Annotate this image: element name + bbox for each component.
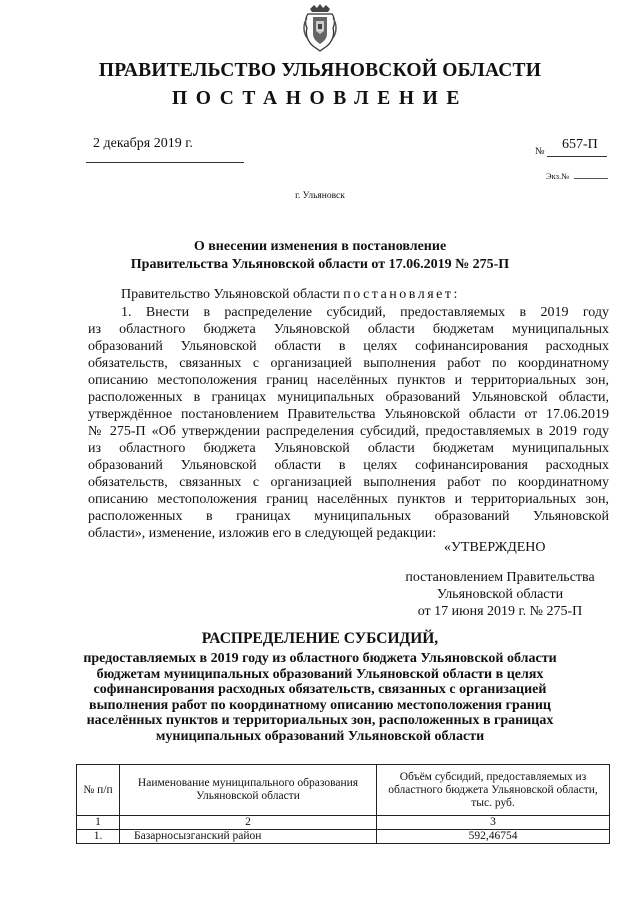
copy-number-underline: [574, 178, 608, 179]
column-number-cell: 2: [120, 816, 377, 830]
table-row: [77, 830, 610, 844]
document-number: 657-П: [562, 137, 598, 152]
body-line: утверждённое постановлением Правительства Ульяновской области от 17.06.2019: [88, 407, 609, 422]
body-line: описанию местоположения границ населённых пунктов и территориальных зон,: [88, 492, 609, 507]
row-amount-cell: 592,46754: [377, 830, 610, 844]
number-underline: [547, 156, 607, 157]
distribution-line: выполнения работ по координатному описанию местоположения границ: [89, 697, 551, 713]
body-line: обязательств, связанных с организацией выполнения работ по координатному: [88, 475, 609, 490]
intro-prefix: Правительство Ульяновской области: [121, 287, 340, 302]
document-date: 2 декабря 2019 г.: [93, 136, 193, 151]
distribution-line: софинансирования расходных обязательств, связанных с организацией: [93, 682, 547, 698]
body-line: из областного бюджета Ульяновской области бюджетам муниципальных: [88, 322, 609, 337]
subsidy-table: [76, 764, 610, 844]
body-line: № 275-П «Об утверждении распределения субсидий, предоставляемых в 2019 году: [88, 424, 609, 439]
distribution-line: муниципальных образований Ульяновской области: [155, 728, 485, 744]
number-label: №: [535, 146, 545, 157]
coat-of-arms-emblem: [303, 4, 337, 52]
row-name-cell: Базарносызганский район: [120, 830, 377, 844]
body-line: описанию местоположения границ населённых пунктов и территориальных зон,: [88, 373, 609, 388]
distribution-subtitle: [0, 651, 640, 745]
body-line: расположенных в границах муниципальных образований Ульяновской области,: [88, 390, 609, 405]
column-number-cell: 1: [77, 816, 120, 830]
body-line: обязательств, связанных с организацией выполнения работ по координатному: [88, 356, 609, 371]
body-line: образований Ульяновской области в целях софинансирования расходных: [88, 458, 609, 473]
body-line: из областного бюджета Ульяновской области бюджетам муниципальных: [88, 441, 609, 456]
header-cell-amount: Объём субсидий, предоставляемых из областного бюджета Ульяновской области, тыс. руб.: [377, 765, 610, 816]
city-label: г. Ульяновск: [295, 191, 345, 201]
column-number-row: [77, 816, 610, 830]
body-line: 1. Внести в распределение субсидий, предоставляемых в 2019 году: [121, 305, 609, 320]
document-type-heading: ПОСТАНОВЛЕНИЕ: [171, 88, 469, 109]
table-header-row: [77, 765, 610, 816]
distribution-line: населённых пунктов и территориальных зон, расположенных в границах: [86, 713, 554, 729]
approval-line-3: от 17 июня 2019 г. № 275-П: [417, 604, 583, 619]
date-underline: [86, 162, 244, 163]
approval-line-2: Ульяновской области: [436, 587, 564, 602]
row-number-cell: 1.: [77, 830, 120, 844]
intro-sentence: [121, 287, 460, 303]
distribution-line: предоставляемых в 2019 году из областного бюджета Ульяновской области: [83, 651, 557, 666]
header-cell-number: № п/п: [77, 765, 120, 816]
approval-word: «УТВЕРЖДЕНО: [444, 540, 546, 555]
document-title-line-2: Правительства Ульяновской области от 17.06.2019 № 275-П: [130, 257, 510, 272]
header-cell-name: Наименование муниципального образования Ульяновской области: [120, 765, 377, 816]
document-title-line-1: О внесении изменения в постановление: [193, 239, 447, 254]
body-paragraph: [88, 304, 609, 542]
government-heading: ПРАВИТЕЛЬСТВО УЛЬЯНОВСКОЙ ОБЛАСТИ: [98, 60, 542, 81]
intro-decree-word: постановляет:: [343, 287, 460, 302]
column-number-cell: 3: [377, 816, 610, 830]
approval-line-1: постановлением Правительства: [405, 570, 595, 585]
distribution-line: бюджетам муниципальных образований Ульяновской области в целях: [96, 666, 544, 682]
body-line: расположенных в границах муниципальных образований Ульяновской: [88, 509, 609, 524]
body-line: образований Ульяновской области в целях софинансирования расходных: [88, 339, 609, 354]
body-line-last: области», изменение, изложив его в следующей редакции:: [88, 526, 437, 541]
distribution-title: РАСПРЕДЕЛЕНИЕ СУБСИДИЙ,: [201, 630, 439, 647]
copy-number-label: Экз.№: [546, 171, 570, 181]
